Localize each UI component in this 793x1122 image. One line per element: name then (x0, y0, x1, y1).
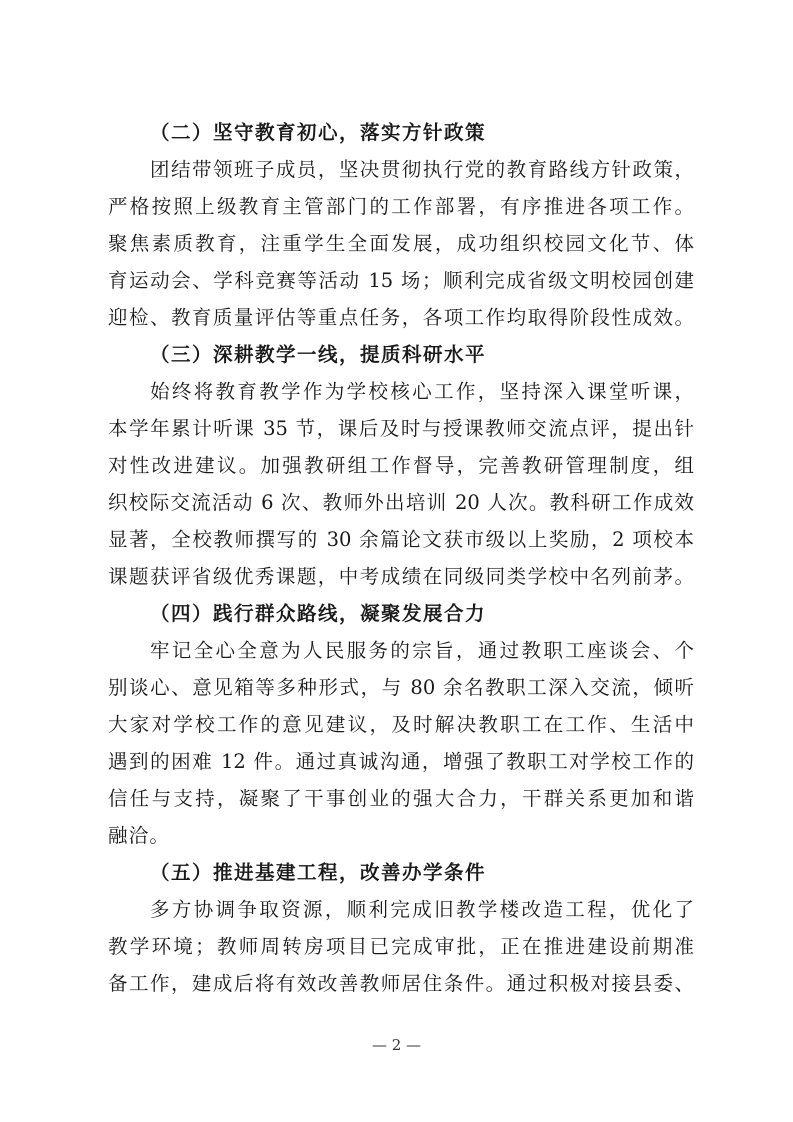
section-4 (108, 595, 694, 854)
paragraph-line: 聚焦素质教育，注重学生全面发展，成功组织校园文化节、体 (108, 232, 694, 255)
paragraph-line: 对性改进建议。加强教研组工作督导，完善教研管理制度，组 (108, 454, 694, 477)
paragraph-line: 别谈心、意见箱等多种形式，与 80 余名教职工深入交流，倾听 (108, 676, 694, 699)
paragraph-line: 教学环境；教师周转房项目已完成审批，正在推进建设前期准 (108, 935, 694, 958)
section-heading: （二）坚守教育初心，落实方针政策 (150, 121, 487, 144)
section-5 (108, 854, 694, 1002)
paragraph-line: 严格按照上级教育主管部门的工作部署，有序推进各项工作。 (108, 195, 694, 218)
paragraph-line: 多方协调争取资源，顺利完成旧教学楼改造工程，优化了 (150, 898, 694, 921)
paragraph-line: 牢记全心全意为人民服务的宗旨，通过教职工座谈会、个 (150, 639, 694, 662)
paragraph-line: 信任与支持，凝聚了干事创业的强大合力，干群关系更加和谐 (108, 787, 694, 810)
paragraph-line: 备工作，建成后将有效改善教师居住条件。通过积极对接县委、 (108, 972, 694, 995)
section-heading: （四）践行群众路线，凝聚发展合力 (150, 602, 487, 625)
paragraph-line: 大家对学校工作的意见建议，及时解决教职工在工作、生活中 (108, 713, 694, 736)
paragraph-line: 遇到的困难 12 件。通过真诚沟通，增强了教职工对学校工作的 (108, 750, 694, 773)
section-2 (108, 114, 694, 336)
paragraph-line: 育运动会、学科竞赛等活动 15 场；顺利完成省级文明校园创建 (108, 269, 694, 292)
document-body (108, 114, 694, 1002)
section-heading: （三）深耕教学一线，提质科研水平 (150, 343, 487, 366)
paragraph-line: 迎检、教育质量评估等重点任务，各项工作均取得阶段性成效。 (108, 306, 694, 329)
paragraph-line: 融洽。 (108, 824, 171, 847)
page-number: — 2 — (371, 1036, 422, 1054)
paragraph-line: 本学年累计听课 35 节，课后及时与授课教师交流点评，提出针 (108, 417, 694, 440)
paragraph-line: 显著，全校教师撰写的 30 余篇论文获市级以上奖励，2 项校本 (108, 528, 694, 551)
section-heading: （五）推进基建工程，改善办学条件 (150, 861, 487, 884)
paragraph-line: 织校际交流活动 6 次、教师外出培训 20 人次。教科研工作成效 (108, 491, 694, 514)
paragraph-line: 课题获评省级优秀课题，中考成绩在同级同类学校中名列前茅。 (108, 565, 694, 588)
section-3 (108, 336, 694, 595)
paragraph-line: 团结带领班子成员，坚决贯彻执行党的教育路线方针政策， (150, 158, 694, 181)
paragraph-line: 始终将教育教学作为学校核心工作，坚持深入课堂听课， (150, 380, 694, 403)
